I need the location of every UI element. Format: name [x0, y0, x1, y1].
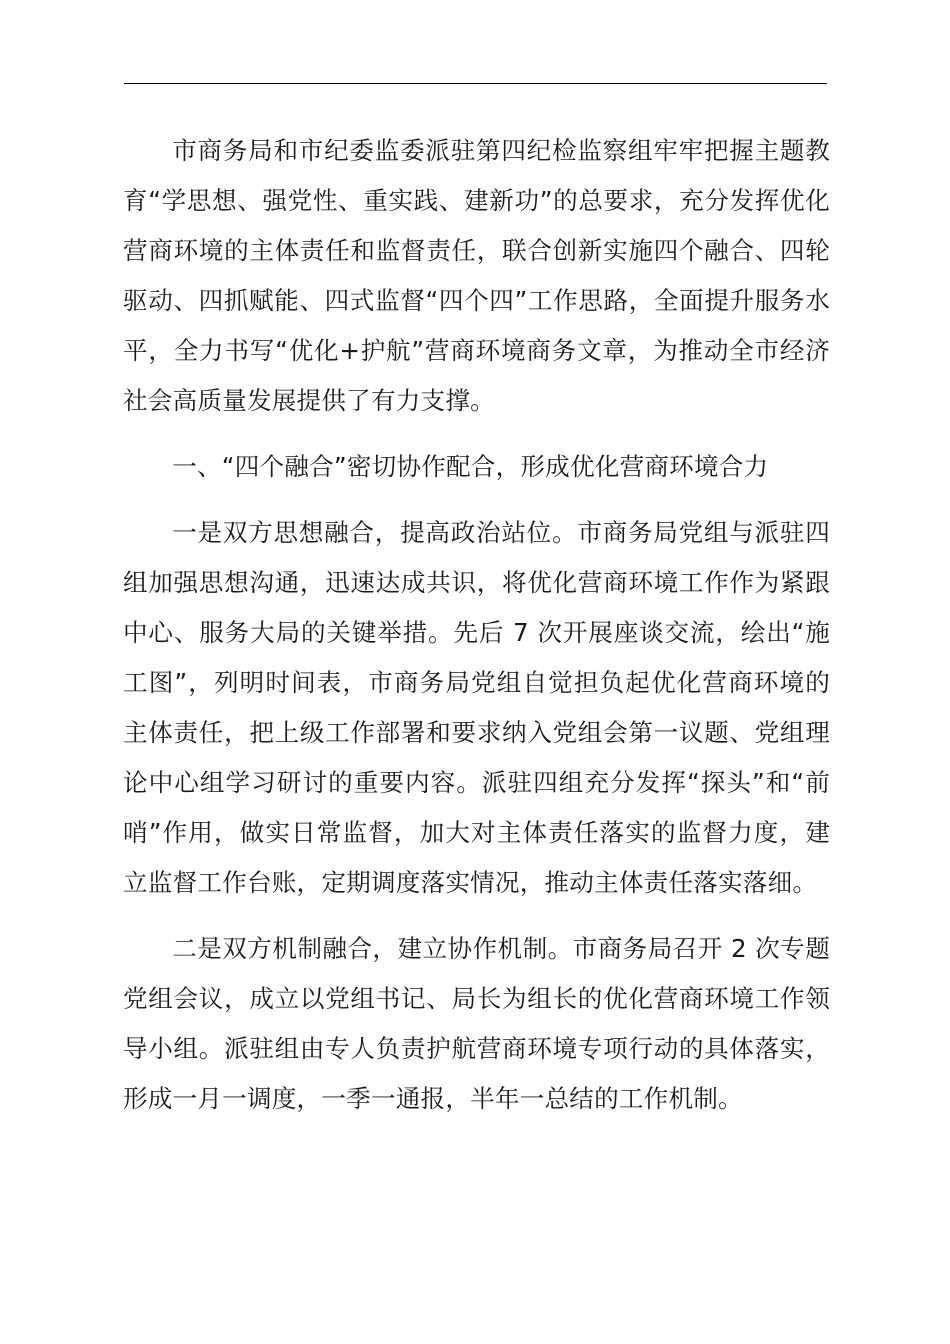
document-body: [123, 126, 830, 1124]
section-heading: 一、“四个融合”密切协作配合，形成优化营商环境合力: [172, 452, 769, 481]
body-paragraph-2: 二是双方机制融合，建立协作机制。市商务局召开 2 次专题党组会议，成立以党组书记、局长为组长的优化营商环境工作领导小组。派驻组由专人负责护航营商环境专项行动的具体落实，形成一月一调度，一季一通报，半年一总结的工作机制。: [123, 934, 830, 1113]
header-divider: [124, 83, 827, 84]
body-paragraph-1: 一是双方思想融合，提高政治站位。市商务局党组与派驻四组加强思想沟通，迅速达成共识，将优化营商环境工作作为紧跟中心、服务大局的关键举措。先后 7 次开展座谈交流，绘出“施工图”，列明时间表，市商务局党组自觉担负起优化营商环境的主体责任，把上级工作部署和要求纳入党组会第一议题、党组理论中心组学习研讨的重要内容。派驻四组充分发挥“探头”和“前哨”作用，做实日常监督，加大对主体责任落实的监督力度，建立监督工作台账，定期调度落实情况，推动主体责任落实落细。: [123, 518, 830, 897]
intro-paragraph: 市商务局和市纪委监委派驻第四纪检监察组牢牢把握主题教育“学思想、强党性、重实践、建新功”的总要求，充分发挥优化营商环境的主体责任和监督责任，联合创新实施四个融合、四轮驱动、四抓赋能、四式监督“四个四”工作思路，全面提升服务水平，全力书写“优化+护航”营商环境商务文章，为推动全市经济社会高质量发展提供了有力支撑。: [123, 136, 830, 415]
